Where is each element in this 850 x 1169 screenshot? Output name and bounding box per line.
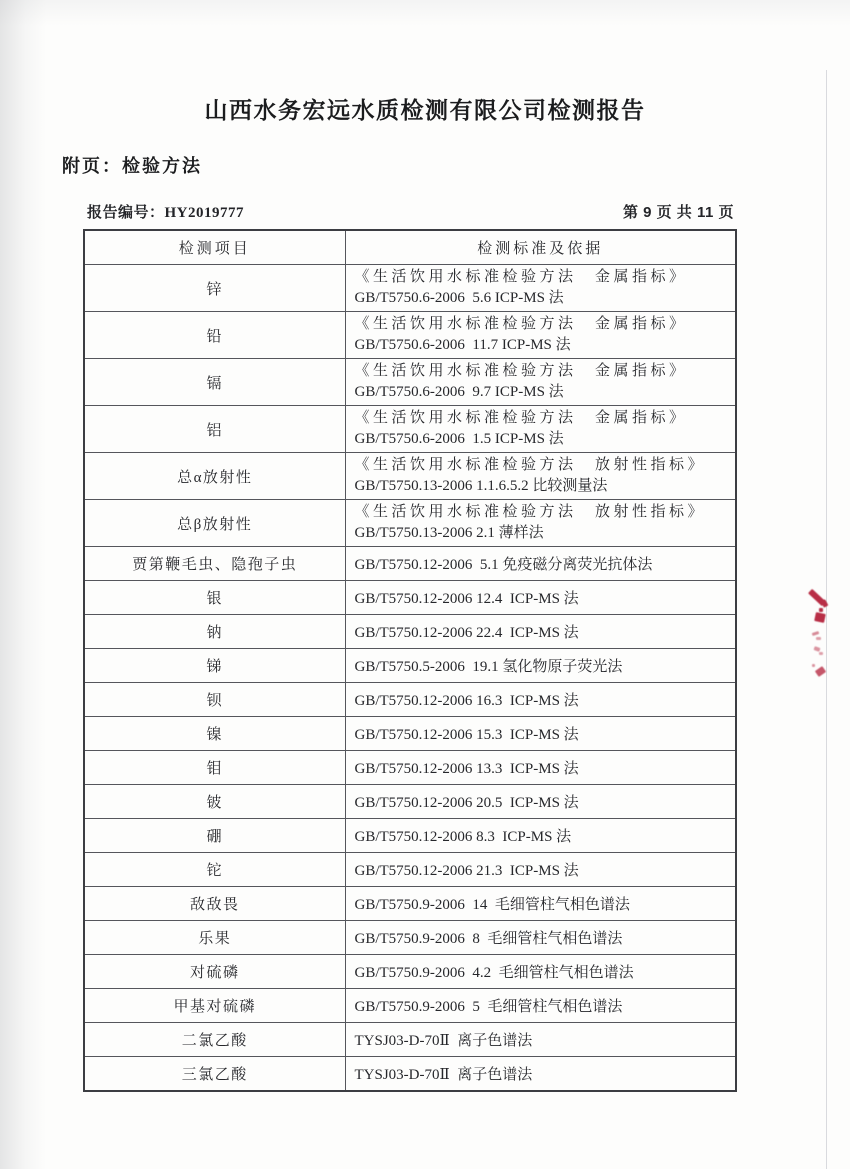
item-cell: 对硫磷 [84, 955, 345, 989]
standard-text-line: 《生活饮用水标准检验方法 金属指标》 [354, 316, 688, 332]
table-row [84, 717, 736, 751]
item-cell: 银 [84, 581, 345, 615]
item-cell: 总β放射性 [84, 500, 345, 547]
standard-text-line: GB/T5750.12-2006 21.3 ICP-MS 法 [354, 863, 579, 879]
standard-text-line: TYSJ03-D-70Ⅱ 离子色谱法 [354, 1067, 533, 1083]
table-row [84, 683, 736, 717]
meta-row [87, 201, 734, 222]
standard-text-line: GB/T5750.12-2006 16.3 ICP-MS 法 [354, 693, 579, 709]
red-seal-fragment-icon [810, 586, 832, 686]
standard-cell [345, 1057, 736, 1092]
table-row [84, 615, 736, 649]
table-header-row [84, 230, 736, 265]
standard-text-line: GB/T5750.6-2006 9.7 ICP-MS 法 [354, 384, 564, 400]
table-row [84, 547, 736, 581]
report-number-label: 报告编号： [87, 204, 165, 221]
table-row [84, 359, 736, 406]
table-row [84, 500, 736, 547]
standard-cell [345, 989, 736, 1023]
scan-fold-line [826, 70, 827, 1169]
appendix-label: 附页：检验方法 [62, 156, 202, 176]
standard-text-line: 《生活饮用水标准检验方法 金属指标》 [354, 410, 688, 426]
table-row [84, 853, 736, 887]
item-cell: 铊 [84, 853, 345, 887]
standard-text-line: GB/T5750.9-2006 5 毛细管柱气相色谱法 [354, 999, 623, 1015]
table-row [84, 955, 736, 989]
standard-text-line: GB/T5750.9-2006 4.2 毛细管柱气相色谱法 [354, 965, 634, 981]
standard-text-line: GB/T5750.12-2006 8.3 ICP-MS 法 [354, 829, 572, 845]
standard-cell [345, 921, 736, 955]
table-row [84, 887, 736, 921]
item-cell: 贾第鞭毛虫、隐孢子虫 [84, 547, 345, 581]
report-number-value: HY2019777 [164, 205, 245, 221]
standard-cell [345, 453, 736, 500]
standard-cell [345, 312, 736, 359]
table-row [84, 785, 736, 819]
table-row [84, 751, 736, 785]
standard-text-line: 《生活饮用水标准检验方法 放射性指标》 [354, 457, 707, 473]
item-cell: 铍 [84, 785, 345, 819]
item-cell: 敌敌畏 [84, 887, 345, 921]
standard-text-line: 《生活饮用水标准检验方法 放射性指标》 [354, 504, 707, 520]
standard-cell [345, 500, 736, 547]
standard-text-line: 《生活饮用水标准检验方法 金属指标》 [354, 363, 688, 379]
standard-cell [345, 853, 736, 887]
item-cell: 硼 [84, 819, 345, 853]
table-row [84, 265, 736, 312]
standard-text-line: GB/T5750.13-2006 1.1.6.5.2 比较测量法 [354, 478, 608, 494]
standard-text-line: TYSJ03-D-70Ⅱ 离子色谱法 [354, 1033, 533, 1049]
table-row [84, 581, 736, 615]
standard-text-line: GB/T5750.12-2006 5.1 免疫磁分离荧光抗体法 [354, 557, 653, 573]
standard-text-line: GB/T5750.12-2006 20.5 ICP-MS 法 [354, 795, 579, 811]
standard-text-line: GB/T5750.6-2006 11.7 ICP-MS 法 [354, 337, 571, 353]
table-row [84, 1023, 736, 1057]
standard-text-line: GB/T5750.6-2006 5.6 ICP-MS 法 [354, 290, 564, 306]
standard-cell [345, 819, 736, 853]
standard-cell [345, 785, 736, 819]
report-number [87, 201, 244, 222]
item-cell: 钡 [84, 683, 345, 717]
table-row [84, 312, 736, 359]
table-row [84, 921, 736, 955]
item-cell: 铝 [84, 406, 345, 453]
table-row [84, 819, 736, 853]
table-row [84, 453, 736, 500]
col-header-item: 检测项目 [84, 230, 345, 265]
standard-text-line: GB/T5750.9-2006 8 毛细管柱气相色谱法 [354, 931, 623, 947]
item-cell: 甲基对硫磷 [84, 989, 345, 1023]
item-cell: 钠 [84, 615, 345, 649]
table-row [84, 989, 736, 1023]
standard-text-line: GB/T5750.9-2006 14 毛细管柱气相色谱法 [354, 897, 630, 913]
item-cell: 铅 [84, 312, 345, 359]
item-cell: 锌 [84, 265, 345, 312]
table-row [84, 406, 736, 453]
standard-text-line: GB/T5750.12-2006 12.4 ICP-MS 法 [354, 591, 579, 607]
standard-cell [345, 1023, 736, 1057]
item-cell: 镍 [84, 717, 345, 751]
item-cell: 乐果 [84, 921, 345, 955]
standard-cell [345, 887, 736, 921]
item-cell: 二氯乙酸 [84, 1023, 345, 1057]
standard-cell [345, 265, 736, 312]
col-header-standard: 检测标准及依据 [345, 230, 736, 265]
item-cell: 三氯乙酸 [84, 1057, 345, 1092]
item-cell: 镉 [84, 359, 345, 406]
standard-cell [345, 615, 736, 649]
standard-text-line: GB/T5750.5-2006 19.1 氢化物原子荧光法 [354, 659, 623, 675]
standard-cell [345, 955, 736, 989]
standard-cell [345, 751, 736, 785]
scan-shadow-left [0, 0, 46, 1169]
standard-cell [345, 581, 736, 615]
standard-cell [345, 406, 736, 453]
table-row [84, 649, 736, 683]
item-cell: 总α放射性 [84, 453, 345, 500]
standard-cell [345, 649, 736, 683]
methods-table [83, 229, 737, 1092]
page-title: 山西水务宏远水质检测有限公司检测报告 [204, 97, 646, 123]
standard-cell [345, 683, 736, 717]
standard-cell [345, 717, 736, 751]
standard-text-line: GB/T5750.12-2006 13.3 ICP-MS 法 [354, 761, 579, 777]
page-indicator: 第 9 页 共 11 页 [622, 204, 734, 221]
table-row [84, 1057, 736, 1092]
item-cell: 锑 [84, 649, 345, 683]
item-cell: 钼 [84, 751, 345, 785]
standard-text-line: 《生活饮用水标准检验方法 金属指标》 [354, 269, 688, 285]
standard-text-line: GB/T5750.13-2006 2.1 薄样法 [354, 525, 544, 541]
standard-text-line: GB/T5750.12-2006 22.4 ICP-MS 法 [354, 625, 579, 641]
standard-cell [345, 359, 736, 406]
standard-cell [345, 547, 736, 581]
standard-text-line: GB/T5750.12-2006 15.3 ICP-MS 法 [354, 727, 579, 743]
standard-text-line: GB/T5750.6-2006 1.5 ICP-MS 法 [354, 431, 564, 447]
